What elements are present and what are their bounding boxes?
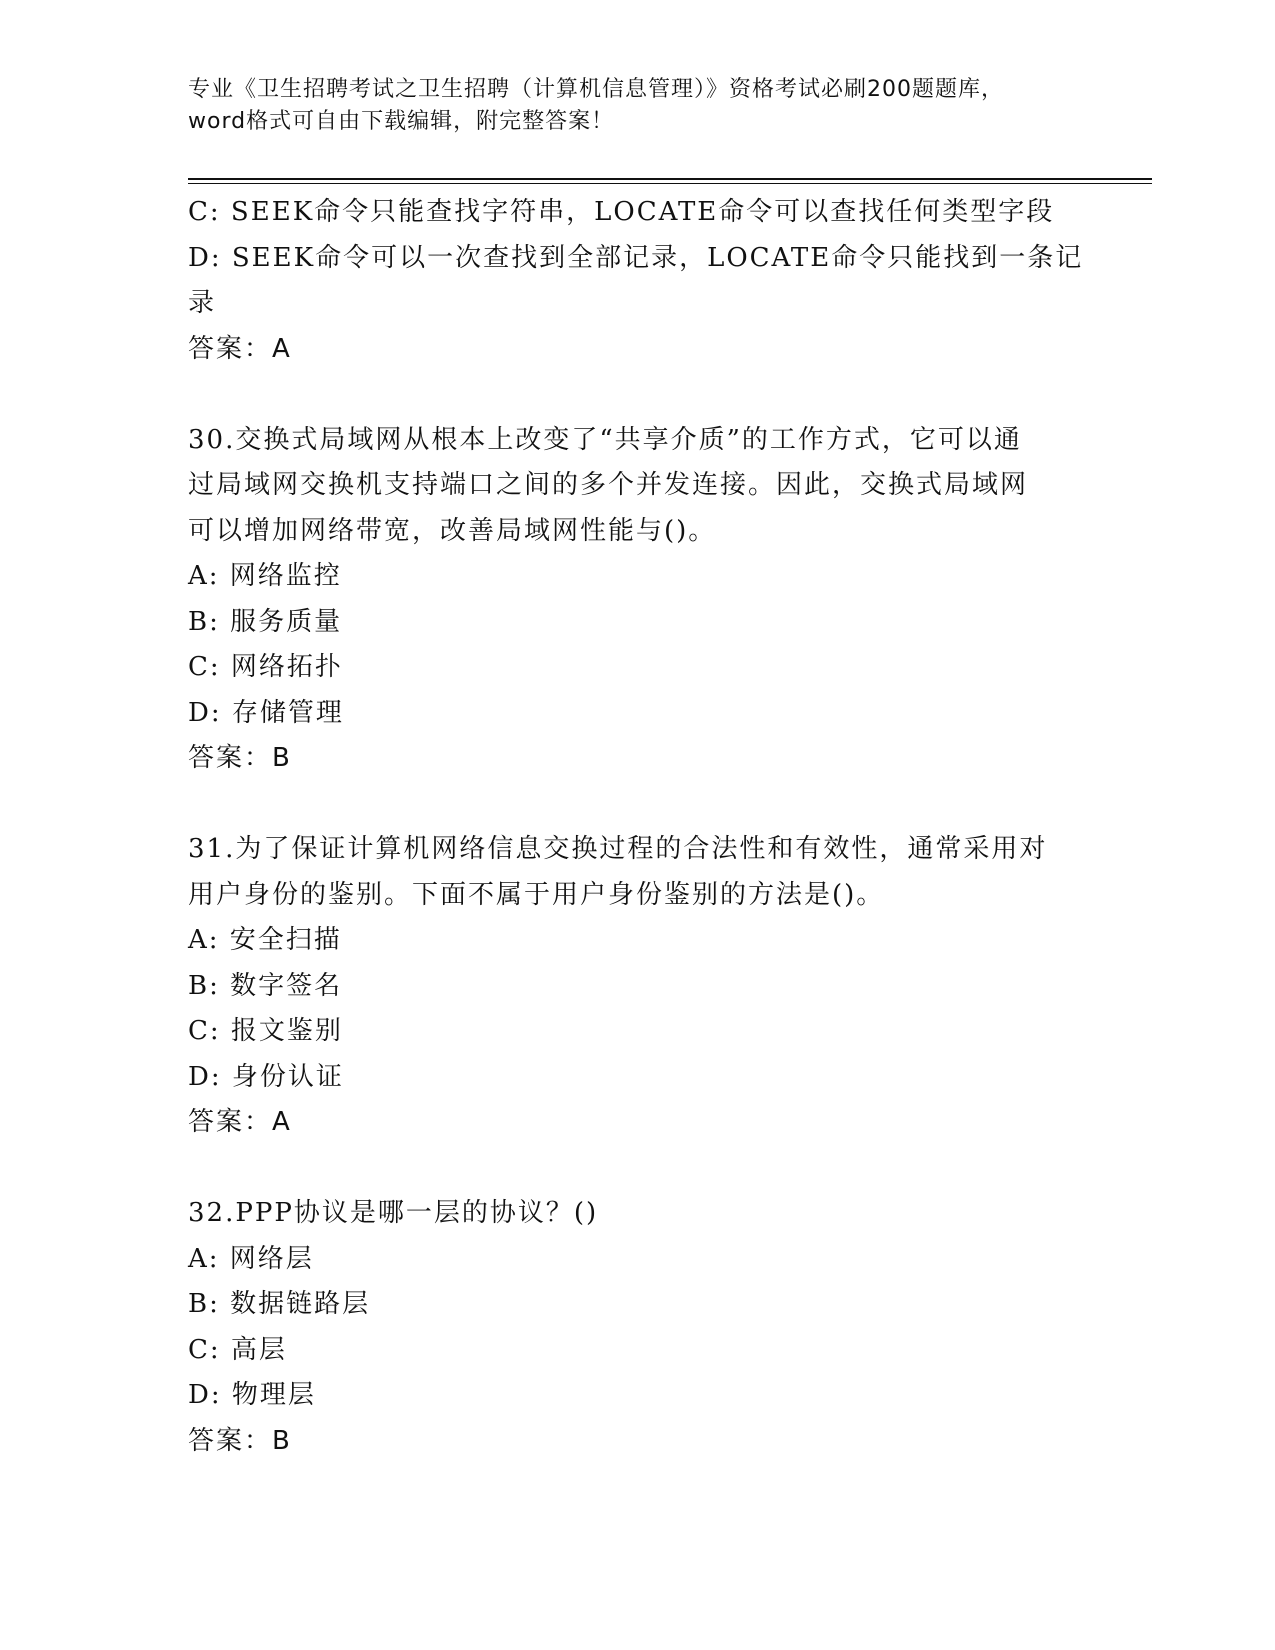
- question-32-stem-line-1: 32.PPP协议是哪一层的协议？(): [188, 1198, 599, 1228]
- question-32: [188, 1191, 1068, 1464]
- document-header: [188, 74, 1088, 138]
- question-30-option-c: C: 网络拓扑: [188, 652, 343, 682]
- spacer: [188, 372, 1068, 418]
- question-31-answer: 答案：A: [188, 1107, 292, 1137]
- question-30-option-d: D: 存储管理: [188, 697, 344, 728]
- question-31-option-c: C: 报文鉴别: [188, 1016, 343, 1046]
- question-31: [188, 827, 1068, 1146]
- question-29-option-d-line-2: 录: [188, 288, 217, 318]
- question-32-answer: 答案：B: [188, 1425, 292, 1456]
- question-32-option-a: A: 网络层: [188, 1243, 314, 1274]
- question-31-stem-line-2: 用户身份的鉴别。下面不属于用户身份鉴别的方法是()。: [188, 879, 885, 910]
- question-list: [188, 190, 1084, 1464]
- question-29-continued: [188, 190, 1084, 372]
- question-31-option-b: B: 数字签名: [188, 970, 343, 1001]
- question-30-answer: 答案：B: [188, 743, 292, 773]
- header-divider-thick: [188, 178, 1152, 180]
- question-29-answer: 答案：A: [188, 333, 292, 364]
- question-32-option-b: B: 数据链路层: [188, 1289, 371, 1319]
- question-32-option-d: D: 物理层: [188, 1380, 316, 1410]
- question-30: [188, 418, 1068, 782]
- question-30-option-a: A: 网络监控: [188, 561, 342, 591]
- question-31-option-a: A: 安全扫描: [188, 925, 342, 955]
- spacer: [188, 1146, 1068, 1192]
- question-30-stem-line-2: 过局域网交换机支持端口之间的多个并发连接。因此，交换式局域网: [188, 470, 1029, 500]
- header-divider-thin: [188, 183, 1152, 184]
- question-29-option-c: C: SEEK命令只能查找字符串，LOCATE命令可以查找任何类型字段: [188, 197, 1055, 227]
- question-30-stem-line-1: 30.交换式局域网从根本上改变了“共享介质”的工作方式，它可以通: [188, 424, 1022, 455]
- question-32-option-c: C: 高层: [188, 1334, 287, 1365]
- question-31-option-d: D: 身份认证: [188, 1061, 344, 1092]
- header-title-line-2: word格式可自由下载编辑，附完整答案！: [188, 109, 615, 134]
- question-30-option-b: B: 服务质量: [188, 606, 343, 637]
- question-29-option-d-line-1: D: SEEK命令可以一次查找到全部记录，LOCATE命令只能找到一条记: [188, 242, 1084, 273]
- spacer: [188, 782, 1068, 828]
- header-title-line-1: 专业《卫生招聘考试之卫生招聘（计算机信息管理）》资格考试必刷200题题库，: [188, 77, 1004, 102]
- question-31-stem-line-1: 31.为了保证计算机网络信息交换过程的合法性和有效性，通常采用对: [188, 834, 1048, 864]
- question-30-stem-line-3: 可以增加网络带宽，改善局域网性能与()。: [188, 515, 717, 546]
